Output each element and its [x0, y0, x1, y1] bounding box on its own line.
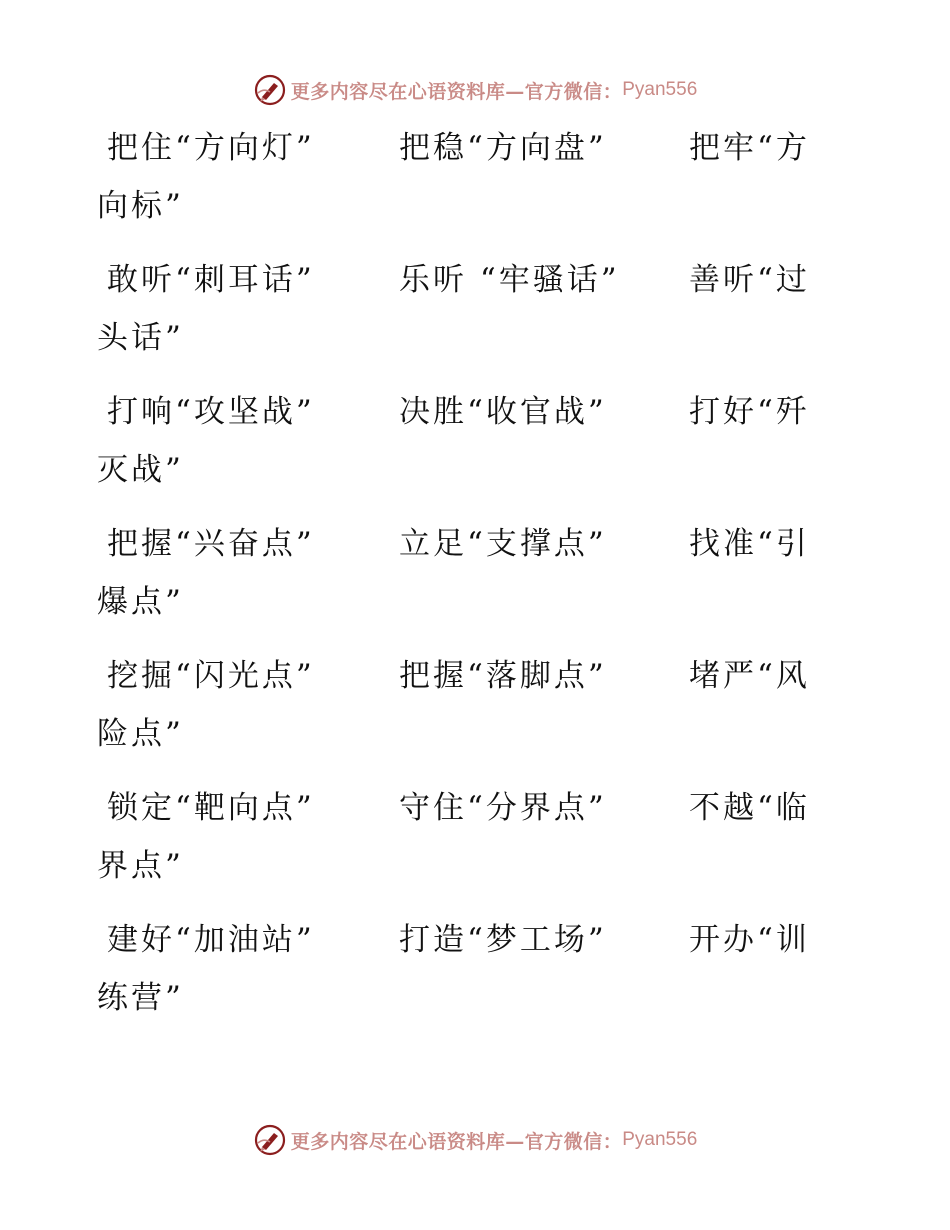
phrase-text: 守住“分界点” — [399, 790, 607, 826]
pen-logo-icon — [253, 1123, 287, 1157]
phrase-continuation: 爆点” — [97, 584, 184, 620]
phrase-text: 乐听 “牢骚话” — [399, 262, 620, 298]
phrase-line — [97, 382, 810, 442]
phrase-text: 锁定“靶向点” — [107, 790, 315, 826]
phrase-line — [97, 514, 810, 574]
header-watermark — [0, 70, 950, 110]
phrase-text: 打响“攻坚战” — [107, 394, 315, 430]
phrase-text: 把握“落脚点” — [399, 658, 607, 694]
phrase-text: 不越“临 — [689, 790, 810, 826]
phrase-text: 找准“引 — [689, 526, 810, 562]
pen-logo-icon — [253, 73, 287, 107]
watermark-text: 更多内容尽在心语资料库—官方微信： — [290, 80, 623, 103]
phrase-continuation: 向标” — [97, 188, 184, 224]
phrase-row — [97, 514, 837, 646]
phrase-row — [97, 910, 837, 1042]
phrase-row — [97, 382, 837, 514]
phrase-text: 打造“梦工场” — [399, 922, 607, 958]
phrase-text: 敢听“刺耳话” — [107, 262, 315, 298]
phrase-line — [97, 778, 810, 838]
document-body — [97, 118, 837, 1042]
phrase-line — [97, 118, 810, 178]
phrase-text: 挖掘“闪光点” — [107, 658, 315, 694]
phrase-text: 立足“支撑点” — [399, 526, 607, 562]
phrase-text: 开办“训 — [689, 922, 810, 958]
phrase-text: 把稳“方向盘” — [399, 130, 607, 166]
phrase-text: 打好“歼 — [689, 394, 810, 430]
phrase-continuation: 界点” — [97, 848, 184, 884]
phrase-continuation: 练营” — [97, 980, 184, 1016]
phrase-text: 堵严“风 — [689, 658, 810, 694]
phrase-text: 把住“方向灯” — [107, 130, 315, 166]
phrase-row — [97, 250, 837, 382]
footer-watermark — [0, 1120, 950, 1160]
phrase-line — [97, 250, 810, 310]
phrase-text: 决胜“收官战” — [399, 394, 607, 430]
phrase-text: 把握“兴奋点” — [107, 526, 315, 562]
watermark-wechat-id: Pyan556 — [622, 79, 698, 100]
phrase-continuation: 险点” — [97, 716, 184, 752]
phrase-continuation: 头话” — [97, 320, 184, 356]
phrase-row — [97, 646, 837, 778]
phrase-row — [97, 118, 837, 250]
phrase-continuation: 灭战” — [97, 452, 184, 488]
watermark-wechat-id: Pyan556 — [622, 1129, 698, 1150]
phrase-text: 把牢“方 — [689, 130, 810, 166]
phrase-text: 善听“过 — [689, 262, 810, 298]
phrase-line — [97, 910, 810, 970]
phrase-row — [97, 778, 837, 910]
phrase-line — [97, 646, 810, 706]
phrase-text: 建好“加油站” — [107, 922, 315, 958]
watermark-text: 更多内容尽在心语资料库—官方微信： — [290, 1130, 623, 1153]
